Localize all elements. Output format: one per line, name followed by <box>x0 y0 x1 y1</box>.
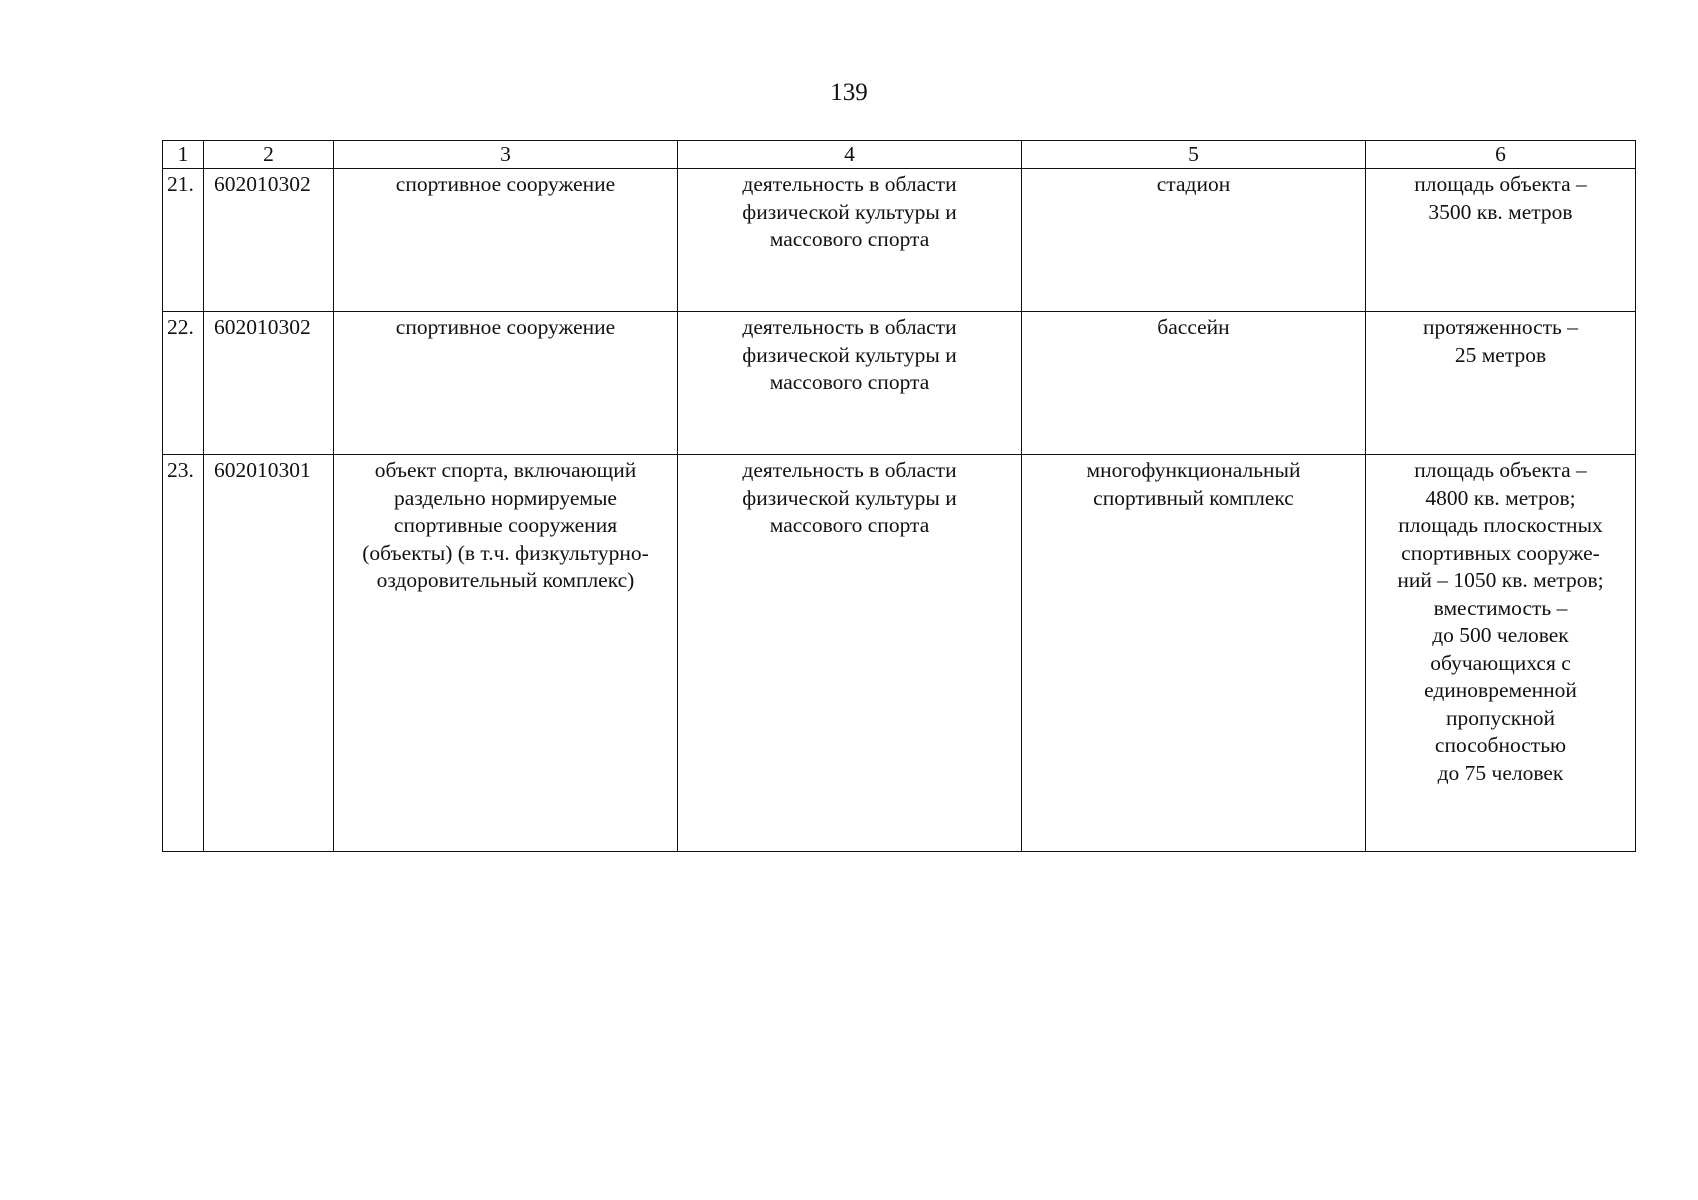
activity-line: массового спорта <box>769 513 930 537</box>
object-name-line: стадион <box>1156 172 1231 196</box>
characteristics-line: до 500 человек <box>1432 623 1569 647</box>
table-row <box>163 169 1636 312</box>
characteristics-cell <box>1366 455 1636 852</box>
characteristics-cell <box>1366 169 1636 312</box>
object-type-line: оздоровительный комплекс) <box>376 568 635 592</box>
row-number: 23. <box>163 455 204 852</box>
row-number: 22. <box>163 312 204 455</box>
object-type-cell <box>334 455 678 852</box>
activity-line: физической культуры и <box>742 485 957 510</box>
column-header-2: 2 <box>204 141 334 169</box>
header-row <box>163 141 1636 169</box>
characteristics-line: до 75 человек <box>1437 760 1564 785</box>
object-name-cell <box>1022 455 1366 852</box>
characteristics-line: вместимость – <box>1433 595 1568 620</box>
characteristics-line: 3500 кв. метров <box>1428 199 1573 224</box>
characteristics-line: площадь объекта – <box>1414 172 1587 196</box>
activity-line: физической культуры и <box>742 342 957 367</box>
object-code: 602010302 <box>204 312 334 455</box>
characteristics-line: обучающихся с <box>1430 650 1571 675</box>
characteristics-cell <box>1366 312 1636 455</box>
object-type-line: (объекты) (в т.ч. физкультурно- <box>362 540 649 565</box>
column-header-3: 3 <box>334 141 678 169</box>
object-name-line: спортивный комплекс <box>1093 485 1294 510</box>
table-row <box>163 455 1636 852</box>
registry-table <box>162 140 1636 852</box>
page-number: 139 <box>830 79 868 106</box>
row-number: 21. <box>163 169 204 312</box>
object-type-line: объект спорта, включающий <box>374 458 637 482</box>
column-header-5: 5 <box>1022 141 1366 169</box>
object-type: спортивное сооружение <box>334 169 678 312</box>
characteristics-line: способностью <box>1434 733 1567 757</box>
object-type: спортивное сооружение <box>334 312 678 455</box>
object-name-cell <box>1022 169 1366 312</box>
characteristics-line: 4800 кв. метров; <box>1425 485 1576 510</box>
table-row <box>163 312 1636 455</box>
object-code: 602010301 <box>204 455 334 852</box>
characteristics-line: единовременной <box>1424 678 1577 702</box>
column-header-1: 1 <box>163 141 204 169</box>
activity-line: деятельность в области <box>742 172 957 196</box>
characteristics-line: площадь плоскостных <box>1398 513 1603 537</box>
activity-cell <box>678 169 1022 312</box>
object-name-line: многофункциональный <box>1086 458 1301 482</box>
object-name-line: бассейн <box>1157 315 1230 339</box>
activity-line: деятельность в области <box>742 315 957 339</box>
activity-cell <box>678 312 1022 455</box>
object-type-line: спортивные сооружения <box>393 513 618 537</box>
activity-line: деятельность в области <box>742 458 957 482</box>
activity-line: массового спорта <box>769 227 930 251</box>
object-code: 602010302 <box>204 169 334 312</box>
activity-cell <box>678 455 1022 852</box>
column-header-4: 4 <box>678 141 1022 169</box>
column-header-6: 6 <box>1366 141 1636 169</box>
object-type-line: раздельно нормируемые <box>394 485 617 510</box>
characteristics-line: пропускной <box>1445 705 1555 730</box>
object-name-cell <box>1022 312 1366 455</box>
characteristics-line: спортивных сооруже- <box>1401 540 1600 565</box>
activity-line: физической культуры и <box>742 199 957 224</box>
characteristics-line: площадь объекта – <box>1414 458 1587 482</box>
activity-line: массового спорта <box>769 370 930 394</box>
characteristics-line: ний – 1050 кв. метров; <box>1397 568 1604 592</box>
characteristics-line: 25 метров <box>1454 342 1547 367</box>
characteristics-line: протяженность – <box>1422 315 1578 339</box>
